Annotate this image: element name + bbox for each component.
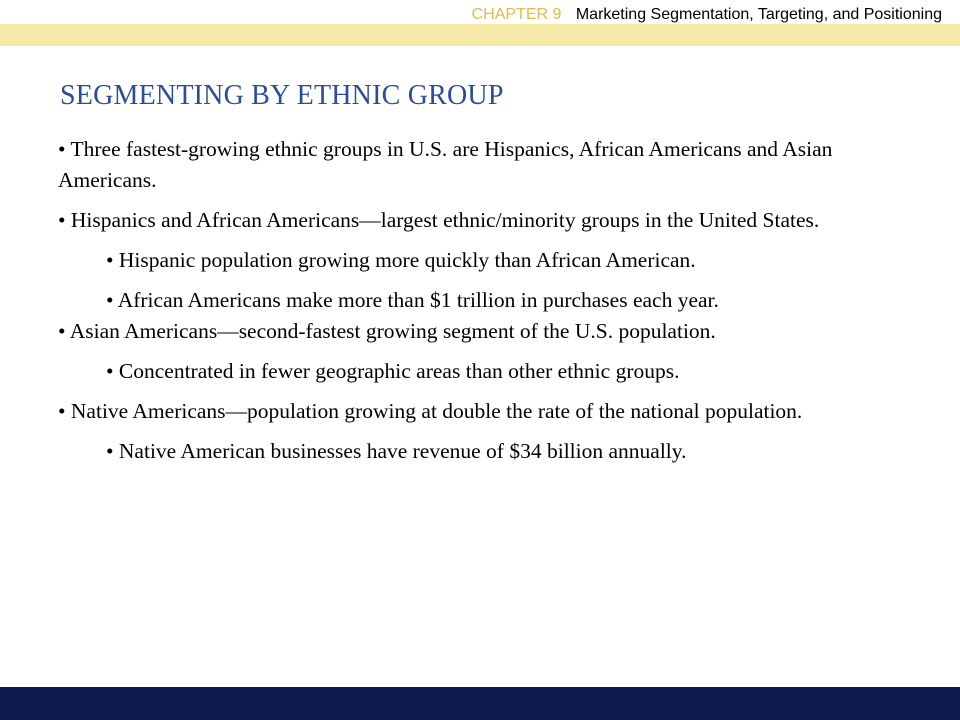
bullet-item: • Hispanics and African Americans—largest ethnic/minority groups in the United States. xyxy=(58,208,820,232)
slide-header xyxy=(472,6,942,24)
bullet-list xyxy=(58,134,898,476)
header-band xyxy=(0,24,960,46)
footer-band xyxy=(0,687,960,720)
sub-bullet-item: • Hispanic population growing more quickly than African American. xyxy=(106,248,696,272)
bullet-item: • Asian Americans—second-fastest growing segment of the U.S. population. xyxy=(58,319,716,343)
chapter-title: Marketing Segmentation, Targeting, and Positioning xyxy=(575,6,942,23)
bullet-item: • Native Americans—population growing at double the rate of the national population. xyxy=(58,399,803,423)
sub-bullet-item: • Native American businesses have revenue of $34 billion annually. xyxy=(106,439,687,463)
bullet-item: • Three fastest-growing ethnic groups in U.S. are Hispanics, African Americans and Asian Americans. xyxy=(58,137,833,192)
sub-bullet-item: • Concentrated in fewer geographic areas than other ethnic groups. xyxy=(106,359,680,383)
sub-bullet-item: • African Americans make more than $1 trillion in purchases each year. xyxy=(106,288,719,312)
chapter-label: CHAPTER 9 xyxy=(471,6,562,23)
slide-title: SEGMENTING BY ETHNIC GROUP xyxy=(60,80,504,111)
